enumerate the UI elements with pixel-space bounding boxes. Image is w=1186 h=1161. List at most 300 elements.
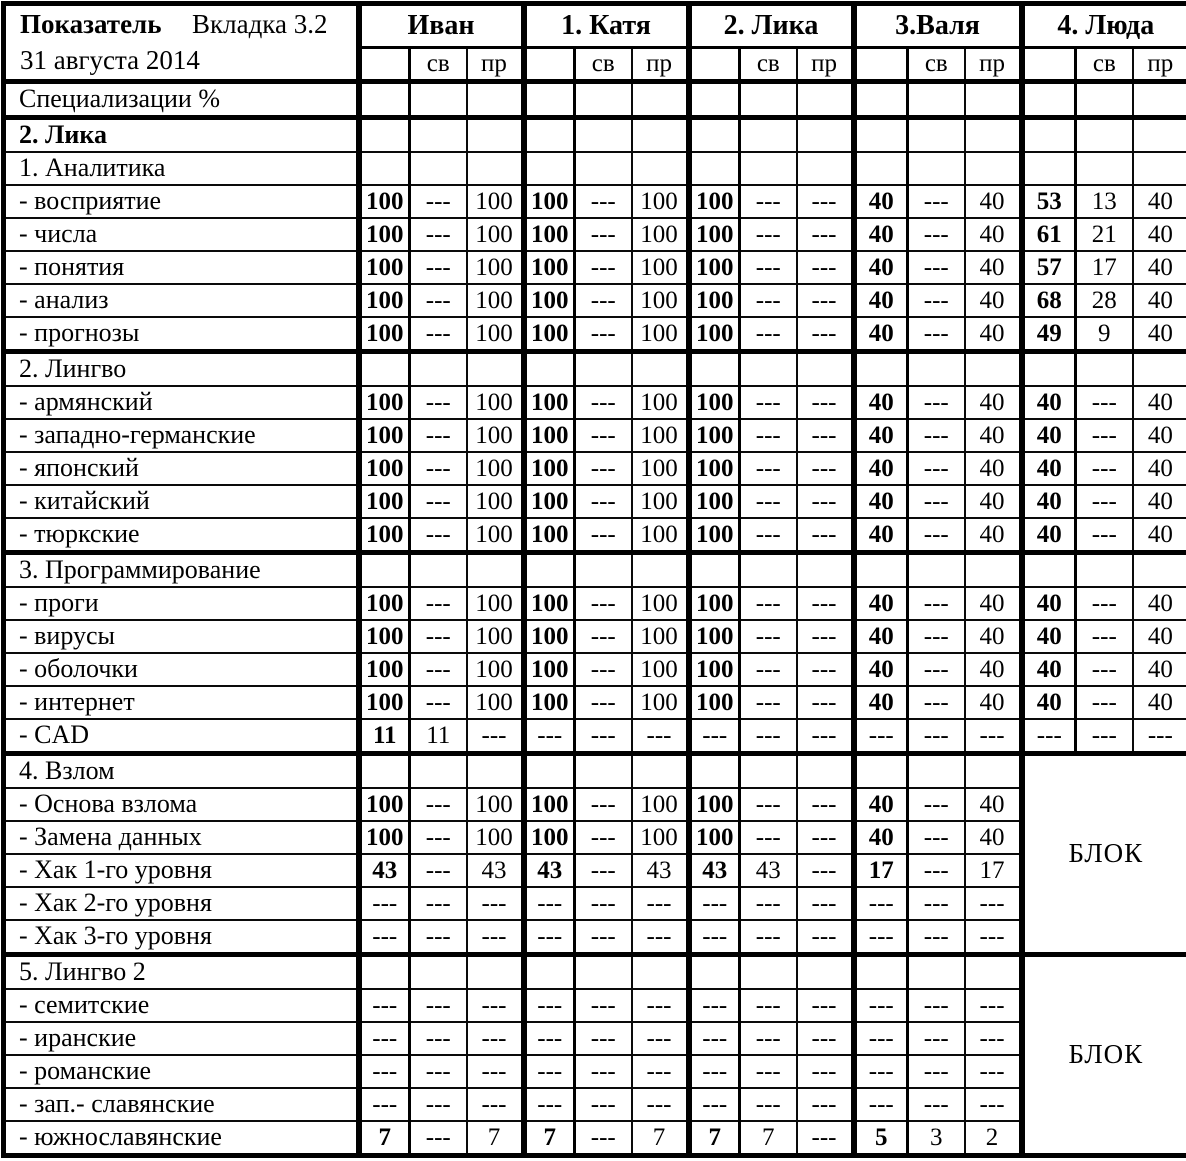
value-cell: ---: [524, 1088, 575, 1121]
date-label: 31 августа 2014: [20, 44, 200, 75]
value-cell: [632, 82, 689, 118]
value-cell: [575, 118, 632, 153]
row-label: - иранские: [4, 1022, 359, 1055]
table-row: [4, 587, 1186, 620]
value-cell: 100: [689, 452, 740, 485]
value-cell: ---: [575, 185, 632, 218]
subcol-pr-header: пр: [965, 48, 1022, 82]
value-cell: 17: [854, 854, 908, 887]
value-cell: 100: [524, 284, 575, 317]
value-cell: 40: [854, 317, 908, 352]
table-row: [4, 218, 1186, 251]
value-cell: 5: [854, 1121, 908, 1156]
value-cell: ---: [740, 821, 797, 854]
row-label: 3. Программирование: [4, 553, 359, 588]
value-cell: [854, 352, 908, 387]
person-col-valya: 3.Валя: [854, 4, 1022, 48]
value-cell: ---: [410, 788, 467, 821]
value-cell: 40: [854, 653, 908, 686]
value-cell: 100: [524, 485, 575, 518]
value-cell: ---: [908, 887, 965, 920]
row-label: - восприятие: [4, 185, 359, 218]
value-cell: 100: [632, 620, 689, 653]
value-cell: ---: [908, 587, 965, 620]
value-cell: 100: [632, 452, 689, 485]
value-cell: 40: [1133, 218, 1186, 251]
value-cell: ---: [575, 419, 632, 452]
value-cell: ---: [359, 1088, 410, 1121]
value-cell: ---: [797, 317, 854, 352]
row-label: - CAD: [4, 719, 359, 754]
value-cell: 100: [359, 821, 410, 854]
table-row: [4, 1055, 1186, 1088]
value-cell: 40: [1022, 686, 1076, 719]
value-cell: 40: [1133, 251, 1186, 284]
value-cell: 100: [689, 587, 740, 620]
value-cell: 40: [1133, 587, 1186, 620]
value-cell: [467, 118, 524, 153]
title-cell: [4, 4, 359, 82]
value-cell: [524, 82, 575, 118]
value-cell: 40: [1022, 485, 1076, 518]
value-cell: 100: [359, 218, 410, 251]
row-label: - анализ: [4, 284, 359, 317]
value-cell: ---: [740, 686, 797, 719]
row-label: - интернет: [4, 686, 359, 719]
value-cell: 40: [1133, 419, 1186, 452]
subcol-pr-header: пр: [1133, 48, 1186, 82]
subcol-pr-header: пр: [797, 48, 854, 82]
value-cell: [965, 82, 1022, 118]
row-label: - романские: [4, 1055, 359, 1088]
subcol-sv-header: св: [410, 48, 467, 82]
value-cell: ---: [740, 989, 797, 1022]
value-cell: ---: [797, 1121, 854, 1156]
value-cell: ---: [740, 1022, 797, 1055]
value-cell: [410, 352, 467, 387]
value-cell: ---: [524, 1055, 575, 1088]
value-cell: 43: [467, 854, 524, 887]
row-label: - Хак 2-го уровня: [4, 887, 359, 920]
row-label: 2. Лингво: [4, 352, 359, 387]
value-cell: ---: [467, 719, 524, 754]
section-row: [4, 352, 1186, 387]
value-cell: 100: [689, 620, 740, 653]
value-cell: ---: [359, 989, 410, 1022]
value-cell: [524, 352, 575, 387]
value-cell: ---: [410, 1088, 467, 1121]
value-cell: [797, 955, 854, 990]
value-cell: [467, 553, 524, 588]
row-label: 2. Лика: [4, 118, 359, 153]
value-cell: ---: [797, 1055, 854, 1088]
value-cell: ---: [410, 587, 467, 620]
value-cell: [740, 955, 797, 990]
value-cell: 40: [1022, 419, 1076, 452]
value-cell: ---: [908, 686, 965, 719]
value-cell: ---: [467, 1022, 524, 1055]
value-cell: ---: [410, 284, 467, 317]
value-cell: [965, 152, 1022, 185]
value-cell: ---: [410, 452, 467, 485]
value-cell: 40: [1133, 686, 1186, 719]
value-cell: ---: [575, 1055, 632, 1088]
value-cell: 7: [359, 1121, 410, 1156]
value-cell: ---: [410, 518, 467, 553]
value-cell: ---: [965, 719, 1022, 754]
value-cell: [854, 955, 908, 990]
value-cell: 100: [467, 452, 524, 485]
value-cell: ---: [965, 989, 1022, 1022]
value-cell: 100: [689, 518, 740, 553]
value-cell: [575, 82, 632, 118]
value-cell: 100: [359, 185, 410, 218]
value-cell: ---: [797, 989, 854, 1022]
table-row: [4, 1022, 1186, 1055]
table-row: [4, 920, 1186, 955]
table-row: [4, 419, 1186, 452]
value-cell: ---: [740, 719, 797, 754]
row-label: - семитские: [4, 989, 359, 1022]
value-cell: [410, 152, 467, 185]
value-cell: ---: [797, 653, 854, 686]
value-cell: [467, 754, 524, 789]
value-cell: ---: [1076, 653, 1133, 686]
value-cell: 100: [359, 587, 410, 620]
value-cell: 40: [965, 518, 1022, 553]
value-cell: [908, 352, 965, 387]
value-cell: ---: [740, 251, 797, 284]
value-cell: 40: [1022, 620, 1076, 653]
value-cell: 100: [524, 518, 575, 553]
value-cell: 100: [524, 185, 575, 218]
value-cell: [854, 152, 908, 185]
value-cell: 100: [689, 686, 740, 719]
value-cell: ---: [1133, 719, 1186, 754]
value-cell: ---: [965, 887, 1022, 920]
value-cell: 100: [467, 518, 524, 553]
value-cell: ---: [797, 1088, 854, 1121]
value-cell: ---: [632, 1022, 689, 1055]
table-row: [4, 82, 1186, 118]
value-cell: ---: [575, 317, 632, 352]
value-cell: ---: [410, 653, 467, 686]
value-cell: ---: [575, 1121, 632, 1156]
value-cell: ---: [740, 185, 797, 218]
value-cell: [467, 955, 524, 990]
table-row: [4, 185, 1186, 218]
value-cell: 40: [965, 587, 1022, 620]
value-cell: ---: [797, 887, 854, 920]
value-cell: ---: [797, 452, 854, 485]
value-cell: 40: [965, 788, 1022, 821]
value-cell: ---: [740, 518, 797, 553]
value-cell: 40: [854, 518, 908, 553]
person-col-lyuda: 4. Люда: [1022, 4, 1186, 48]
table-row: [4, 317, 1186, 352]
value-cell: [965, 118, 1022, 153]
value-cell: 40: [854, 419, 908, 452]
value-cell: [410, 82, 467, 118]
value-cell: 100: [524, 788, 575, 821]
value-cell: ---: [575, 452, 632, 485]
value-cell: 100: [467, 788, 524, 821]
value-cell: [410, 118, 467, 153]
value-cell: 40: [854, 452, 908, 485]
value-cell: ---: [965, 920, 1022, 955]
value-cell: 40: [965, 185, 1022, 218]
value-cell: ---: [740, 788, 797, 821]
value-cell: ---: [965, 1022, 1022, 1055]
value-cell: [797, 754, 854, 789]
value-cell: ---: [689, 920, 740, 955]
value-cell: ---: [467, 1088, 524, 1121]
value-cell: 100: [467, 485, 524, 518]
value-cell: 40: [1133, 452, 1186, 485]
value-cell: [524, 152, 575, 185]
value-cell: [740, 152, 797, 185]
value-cell: 17: [965, 854, 1022, 887]
value-cell: ---: [689, 1055, 740, 1088]
value-cell: ---: [689, 887, 740, 920]
value-cell: ---: [854, 719, 908, 754]
value-cell: ---: [797, 686, 854, 719]
table-row: [4, 653, 1186, 686]
value-cell: 100: [632, 788, 689, 821]
value-cell: 100: [359, 284, 410, 317]
value-cell: ---: [575, 518, 632, 553]
value-cell: [908, 118, 965, 153]
value-cell: 40: [854, 251, 908, 284]
row-label: 5. Лингво 2: [4, 955, 359, 990]
value-cell: [524, 955, 575, 990]
row-label: - японский: [4, 452, 359, 485]
value-cell: 28: [1076, 284, 1133, 317]
row-label: 1. Аналитика: [4, 152, 359, 185]
value-cell: ---: [740, 1088, 797, 1121]
value-cell: 9: [1076, 317, 1133, 352]
value-cell: 100: [467, 251, 524, 284]
value-cell: ---: [740, 317, 797, 352]
block-cell: БЛОК: [1022, 955, 1186, 1156]
table-title: Показатель: [20, 9, 162, 39]
value-cell: [632, 152, 689, 185]
value-cell: ---: [524, 719, 575, 754]
value-cell: 40: [1022, 452, 1076, 485]
value-cell: ---: [632, 719, 689, 754]
value-cell: [689, 352, 740, 387]
value-cell: 100: [632, 821, 689, 854]
value-cell: ---: [410, 419, 467, 452]
value-cell: ---: [575, 989, 632, 1022]
table-row: [4, 719, 1186, 754]
row-label: - оболочки: [4, 653, 359, 686]
value-cell: ---: [575, 653, 632, 686]
value-cell: [359, 118, 410, 153]
value-cell: [1022, 82, 1076, 118]
value-cell: 43: [359, 854, 410, 887]
value-cell: [575, 152, 632, 185]
value-cell: [359, 553, 410, 588]
table-row: [4, 118, 1186, 153]
value-cell: ---: [575, 386, 632, 419]
subcol-pr-header: пр: [632, 48, 689, 82]
value-cell: [1022, 553, 1076, 588]
table-row: [4, 1121, 1186, 1156]
value-cell: ---: [410, 317, 467, 352]
value-cell: 100: [632, 587, 689, 620]
table-row: [4, 452, 1186, 485]
table-row: [4, 386, 1186, 419]
value-cell: 40: [854, 218, 908, 251]
value-cell: [575, 955, 632, 990]
value-cell: 43: [740, 854, 797, 887]
value-cell: [1076, 352, 1133, 387]
value-cell: ---: [575, 788, 632, 821]
row-label: - зап.- славянские: [4, 1088, 359, 1121]
value-cell: 57: [1022, 251, 1076, 284]
value-cell: 100: [632, 317, 689, 352]
subcol-sv-header: св: [575, 48, 632, 82]
table-row: [4, 821, 1186, 854]
value-cell: ---: [467, 989, 524, 1022]
value-cell: ---: [740, 284, 797, 317]
table-header: [4, 4, 1186, 82]
value-cell: [575, 754, 632, 789]
value-cell: ---: [575, 251, 632, 284]
value-cell: 100: [632, 485, 689, 518]
value-cell: [632, 754, 689, 789]
table-row: [4, 887, 1186, 920]
value-cell: ---: [797, 788, 854, 821]
value-cell: 100: [632, 686, 689, 719]
value-cell: ---: [410, 920, 467, 955]
value-cell: ---: [740, 653, 797, 686]
value-cell: [410, 955, 467, 990]
value-cell: 100: [524, 620, 575, 653]
value-cell: ---: [524, 920, 575, 955]
value-cell: [908, 553, 965, 588]
value-cell: 13: [1076, 185, 1133, 218]
value-cell: [965, 553, 1022, 588]
value-cell: 100: [632, 518, 689, 553]
value-cell: 100: [689, 485, 740, 518]
value-cell: ---: [908, 1022, 965, 1055]
value-cell: ---: [854, 1088, 908, 1121]
value-cell: 40: [965, 419, 1022, 452]
value-cell: [689, 118, 740, 153]
value-cell: [1133, 152, 1186, 185]
value-cell: ---: [908, 920, 965, 955]
value-cell: [1076, 118, 1133, 153]
value-cell: 40: [854, 620, 908, 653]
value-cell: ---: [689, 1088, 740, 1121]
row-label: - Хак 3-го уровня: [4, 920, 359, 955]
table-row: [4, 620, 1186, 653]
value-cell: 100: [524, 251, 575, 284]
value-cell: 100: [524, 821, 575, 854]
value-cell: ---: [410, 1022, 467, 1055]
value-cell: ---: [632, 1055, 689, 1088]
value-cell: ---: [965, 1088, 1022, 1121]
value-cell: ---: [575, 620, 632, 653]
value-cell: [632, 553, 689, 588]
value-cell: ---: [740, 386, 797, 419]
value-cell: [740, 118, 797, 153]
value-cell: 100: [467, 821, 524, 854]
value-cell: ---: [632, 920, 689, 955]
value-cell: [1133, 352, 1186, 387]
value-cell: ---: [908, 518, 965, 553]
value-cell: [854, 118, 908, 153]
row-label: - понятия: [4, 251, 359, 284]
value-cell: 40: [965, 251, 1022, 284]
value-cell: 7: [632, 1121, 689, 1156]
subcol-main-header: [524, 48, 575, 82]
value-cell: [1133, 118, 1186, 153]
value-cell: ---: [632, 887, 689, 920]
value-cell: 100: [524, 452, 575, 485]
value-cell: 100: [524, 386, 575, 419]
value-cell: 100: [524, 317, 575, 352]
value-cell: [410, 553, 467, 588]
value-cell: 40: [1133, 185, 1186, 218]
value-cell: [908, 955, 965, 990]
value-cell: ---: [575, 1088, 632, 1121]
value-cell: ---: [524, 989, 575, 1022]
section-row: [4, 955, 1186, 990]
value-cell: 100: [359, 386, 410, 419]
value-cell: ---: [908, 854, 965, 887]
value-cell: 40: [854, 185, 908, 218]
value-cell: [797, 82, 854, 118]
value-cell: 100: [632, 386, 689, 419]
row-label: Специализации %: [4, 82, 359, 118]
value-cell: 100: [632, 251, 689, 284]
subcol-sv-header: св: [1076, 48, 1133, 82]
value-cell: ---: [908, 218, 965, 251]
value-cell: ---: [797, 485, 854, 518]
value-cell: 100: [359, 620, 410, 653]
value-cell: 40: [1022, 587, 1076, 620]
value-cell: [797, 152, 854, 185]
value-cell: 40: [854, 284, 908, 317]
value-cell: ---: [854, 989, 908, 1022]
value-cell: 100: [689, 386, 740, 419]
value-cell: 40: [965, 317, 1022, 352]
value-cell: 11: [410, 719, 467, 754]
header-row-persons: [4, 4, 1186, 48]
value-cell: 100: [359, 788, 410, 821]
value-cell: 100: [689, 419, 740, 452]
value-cell: 100: [689, 653, 740, 686]
value-cell: [575, 352, 632, 387]
row-label: - южнославянские: [4, 1121, 359, 1156]
row-label: - армянский: [4, 386, 359, 419]
table-row: [4, 251, 1186, 284]
value-cell: ---: [797, 386, 854, 419]
value-cell: [908, 754, 965, 789]
value-cell: ---: [359, 1055, 410, 1088]
value-cell: 100: [689, 251, 740, 284]
value-cell: 100: [632, 419, 689, 452]
value-cell: 100: [689, 317, 740, 352]
subcol-main-header: [689, 48, 740, 82]
value-cell: 100: [689, 284, 740, 317]
section-row: [4, 152, 1186, 185]
value-cell: [467, 82, 524, 118]
value-cell: 40: [854, 821, 908, 854]
